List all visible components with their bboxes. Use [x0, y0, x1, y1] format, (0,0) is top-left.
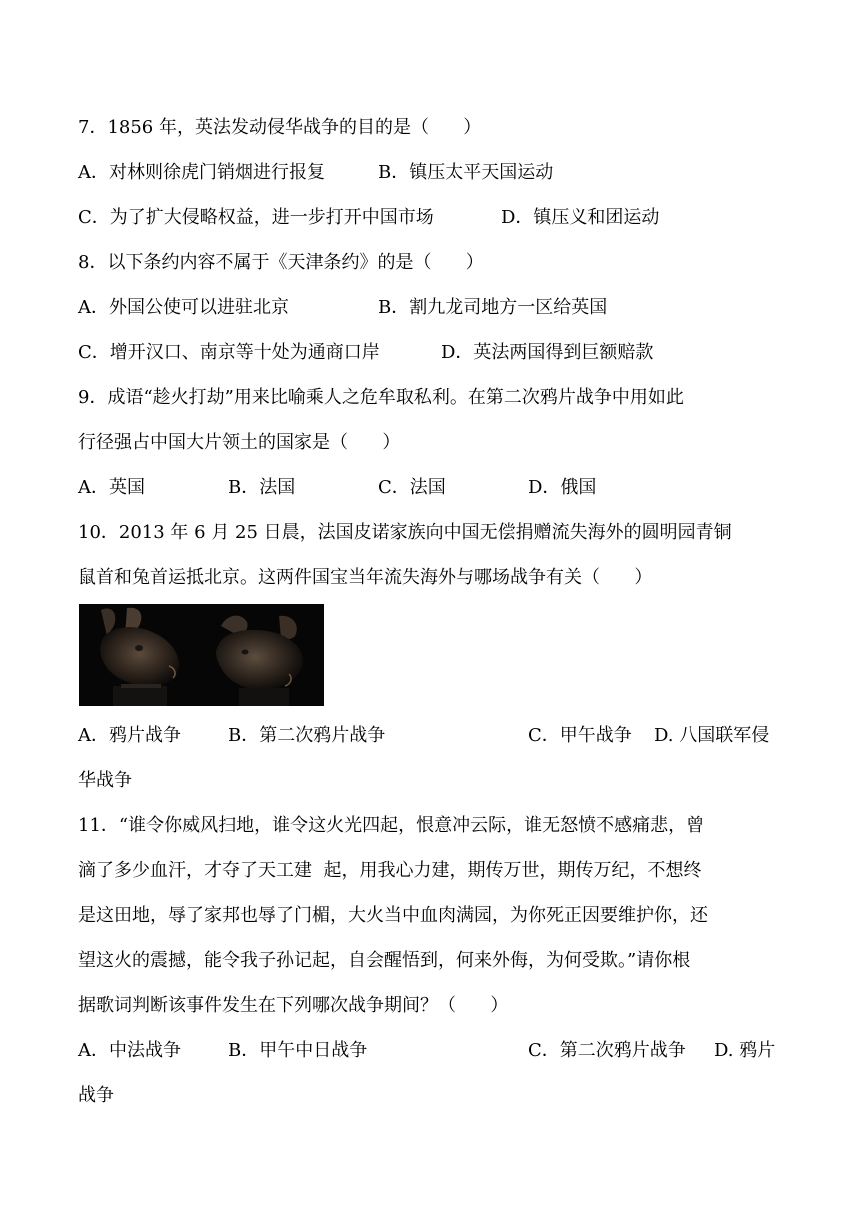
q11-stem-line-4: 望这火的震撼，能令我子孙记起，自会醒悟到，何来外侮，为何受欺。”请你根 [78, 950, 691, 971]
q10-option-b: B．第二次鸦片战争 [228, 725, 386, 746]
bronze-heads-photo [79, 604, 324, 706]
q8-option-a: A．外国公使可以进驻北京 [78, 297, 289, 318]
q7-option-b: B．镇压太平天国运动 [378, 162, 554, 183]
q9-option-a: A．英国 [78, 477, 145, 498]
q8-option-b: B．割九龙司地方一区给英国 [378, 297, 608, 318]
q8-option-d: D．英法两国得到巨额赔款 [441, 342, 654, 363]
q10-option-c: C．甲午战争 [528, 725, 632, 746]
q10-option-d: D. 八国联军侵 [654, 725, 770, 746]
q9-stem-line-1: 9．成语“趁火打劫”用来比喻乘人之危牟取私利。在第二次鸦片战争中用如此 [78, 387, 684, 408]
q11-option-d: D. 鸦片 [714, 1040, 776, 1061]
q11-stem-line-1: 11．“谁令你威风扫地，谁令这火光四起，恨意冲云际，谁无怒愤不感痛悲，曾 [78, 815, 705, 836]
q10-stem-line-2: 鼠首和兔首运抵北京。这两件国宝当年流失海外与哪场战争有关（ ） [78, 567, 653, 588]
q9-option-b: B．法国 [228, 477, 296, 498]
q11-stem-line-5: 据歌词判断该事件发生在下列哪次战争期间？（ ） [78, 995, 509, 1016]
q8-stem: 8．以下条约内容不属于《天津条约》的是（ ） [78, 252, 484, 273]
q9-option-c: C．法国 [378, 477, 446, 498]
q7-option-d: D．镇压义和团运动 [501, 207, 660, 228]
q10-option-a: A．鸦片战争 [78, 725, 181, 746]
q9-option-d: D．俄国 [528, 477, 597, 498]
q11-stem-line-3: 是这田地，辱了家邦也辱了门楣，大火当中血肉满园，为你死正因要维护你，还 [78, 905, 708, 926]
bronze-heads-illustration [79, 604, 324, 706]
q11-option-b: B．甲午中日战争 [228, 1040, 368, 1061]
q10-option-d-continued: 华战争 [78, 770, 132, 791]
q7-stem: 7．1856 年，英法发动侵华战争的目的是（ ） [78, 117, 482, 138]
q7-option-a: A．对林则徐虎门销烟进行报复 [78, 162, 325, 183]
q9-stem-line-2: 行径强占中国大片领土的国家是（ ） [78, 432, 401, 453]
q11-option-d-continued: 战争 [78, 1085, 114, 1106]
q11-option-a: A．中法战争 [78, 1040, 181, 1061]
q10-stem-line-1: 10．2013 年 6 月 25 日晨，法国皮诺家族向中国无偿捐赠流失海外的圆明园青铜 [78, 522, 732, 543]
q8-option-c: C．增开汉口、南京等十处为通商口岸 [78, 342, 380, 363]
q11-option-c: C．第二次鸦片战争 [528, 1040, 686, 1061]
q11-stem-line-2: 滴了多少血汗，才夺了天工建 起，用我心力建，期传万世，期传万纪，不想终 [78, 860, 702, 881]
q7-option-c: C．为了扩大侵略权益，进一步打开中国市场 [78, 207, 434, 228]
